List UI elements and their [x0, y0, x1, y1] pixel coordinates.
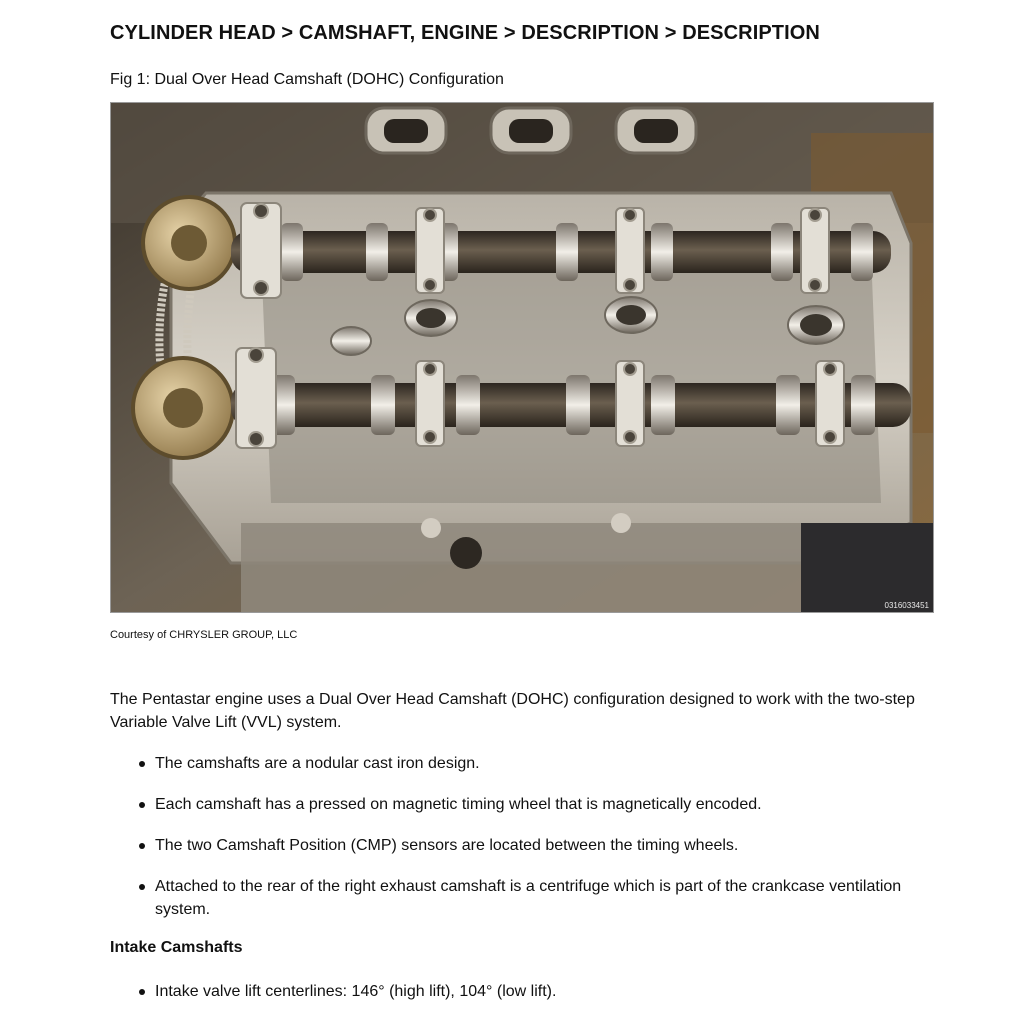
list-item [110, 752, 995, 775]
engine-camshaft-photo [110, 102, 934, 613]
list-item-text: Intake valve lift centerlines: 146° (high lift), 104° (low lift). [155, 983, 557, 1000]
intro-paragraph: The Pentastar engine uses a Dual Over Head Camshaft (DOHC) configuration designed to work with the two-step Variable Valve Lift (VVL) system. [110, 691, 915, 731]
breadcrumb: CYLINDER HEAD > CAMSHAFT, ENGINE > DESCRIPTION > DESCRIPTION [110, 22, 820, 44]
section-heading-intake: Intake Camshafts [110, 939, 243, 956]
list-item-text: The camshafts are a nodular cast iron design. [155, 755, 480, 772]
list-item-text: The two Camshaft Position (CMP) sensors are located between the timing wheels. [155, 837, 739, 854]
figure-courtesy: Courtesy of CHRYSLER GROUP, LLC [110, 629, 298, 641]
bullet-dot-icon [139, 884, 145, 890]
list-item [110, 980, 950, 1003]
list-item [110, 793, 995, 816]
bullet-dot-icon [139, 843, 145, 849]
intake-bullet-list [110, 980, 950, 1003]
engine-illustration [111, 103, 933, 612]
bullet-dot-icon [139, 761, 145, 767]
list-item [110, 834, 995, 857]
bullet-dot-icon [139, 802, 145, 808]
bullet-dot-icon [139, 989, 145, 995]
figure-id: 0316033451 [884, 601, 929, 610]
list-item [110, 875, 955, 921]
figure-caption: Fig 1: Dual Over Head Camshaft (DOHC) Configuration [110, 71, 504, 88]
list-item-text: Each camshaft has a pressed on magnetic timing wheel that is magnetically encoded. [155, 796, 762, 813]
list-item-text: Attached to the rear of the right exhaust camshaft is a centrifuge which is part of the crankcase ventilation system. [155, 878, 902, 918]
